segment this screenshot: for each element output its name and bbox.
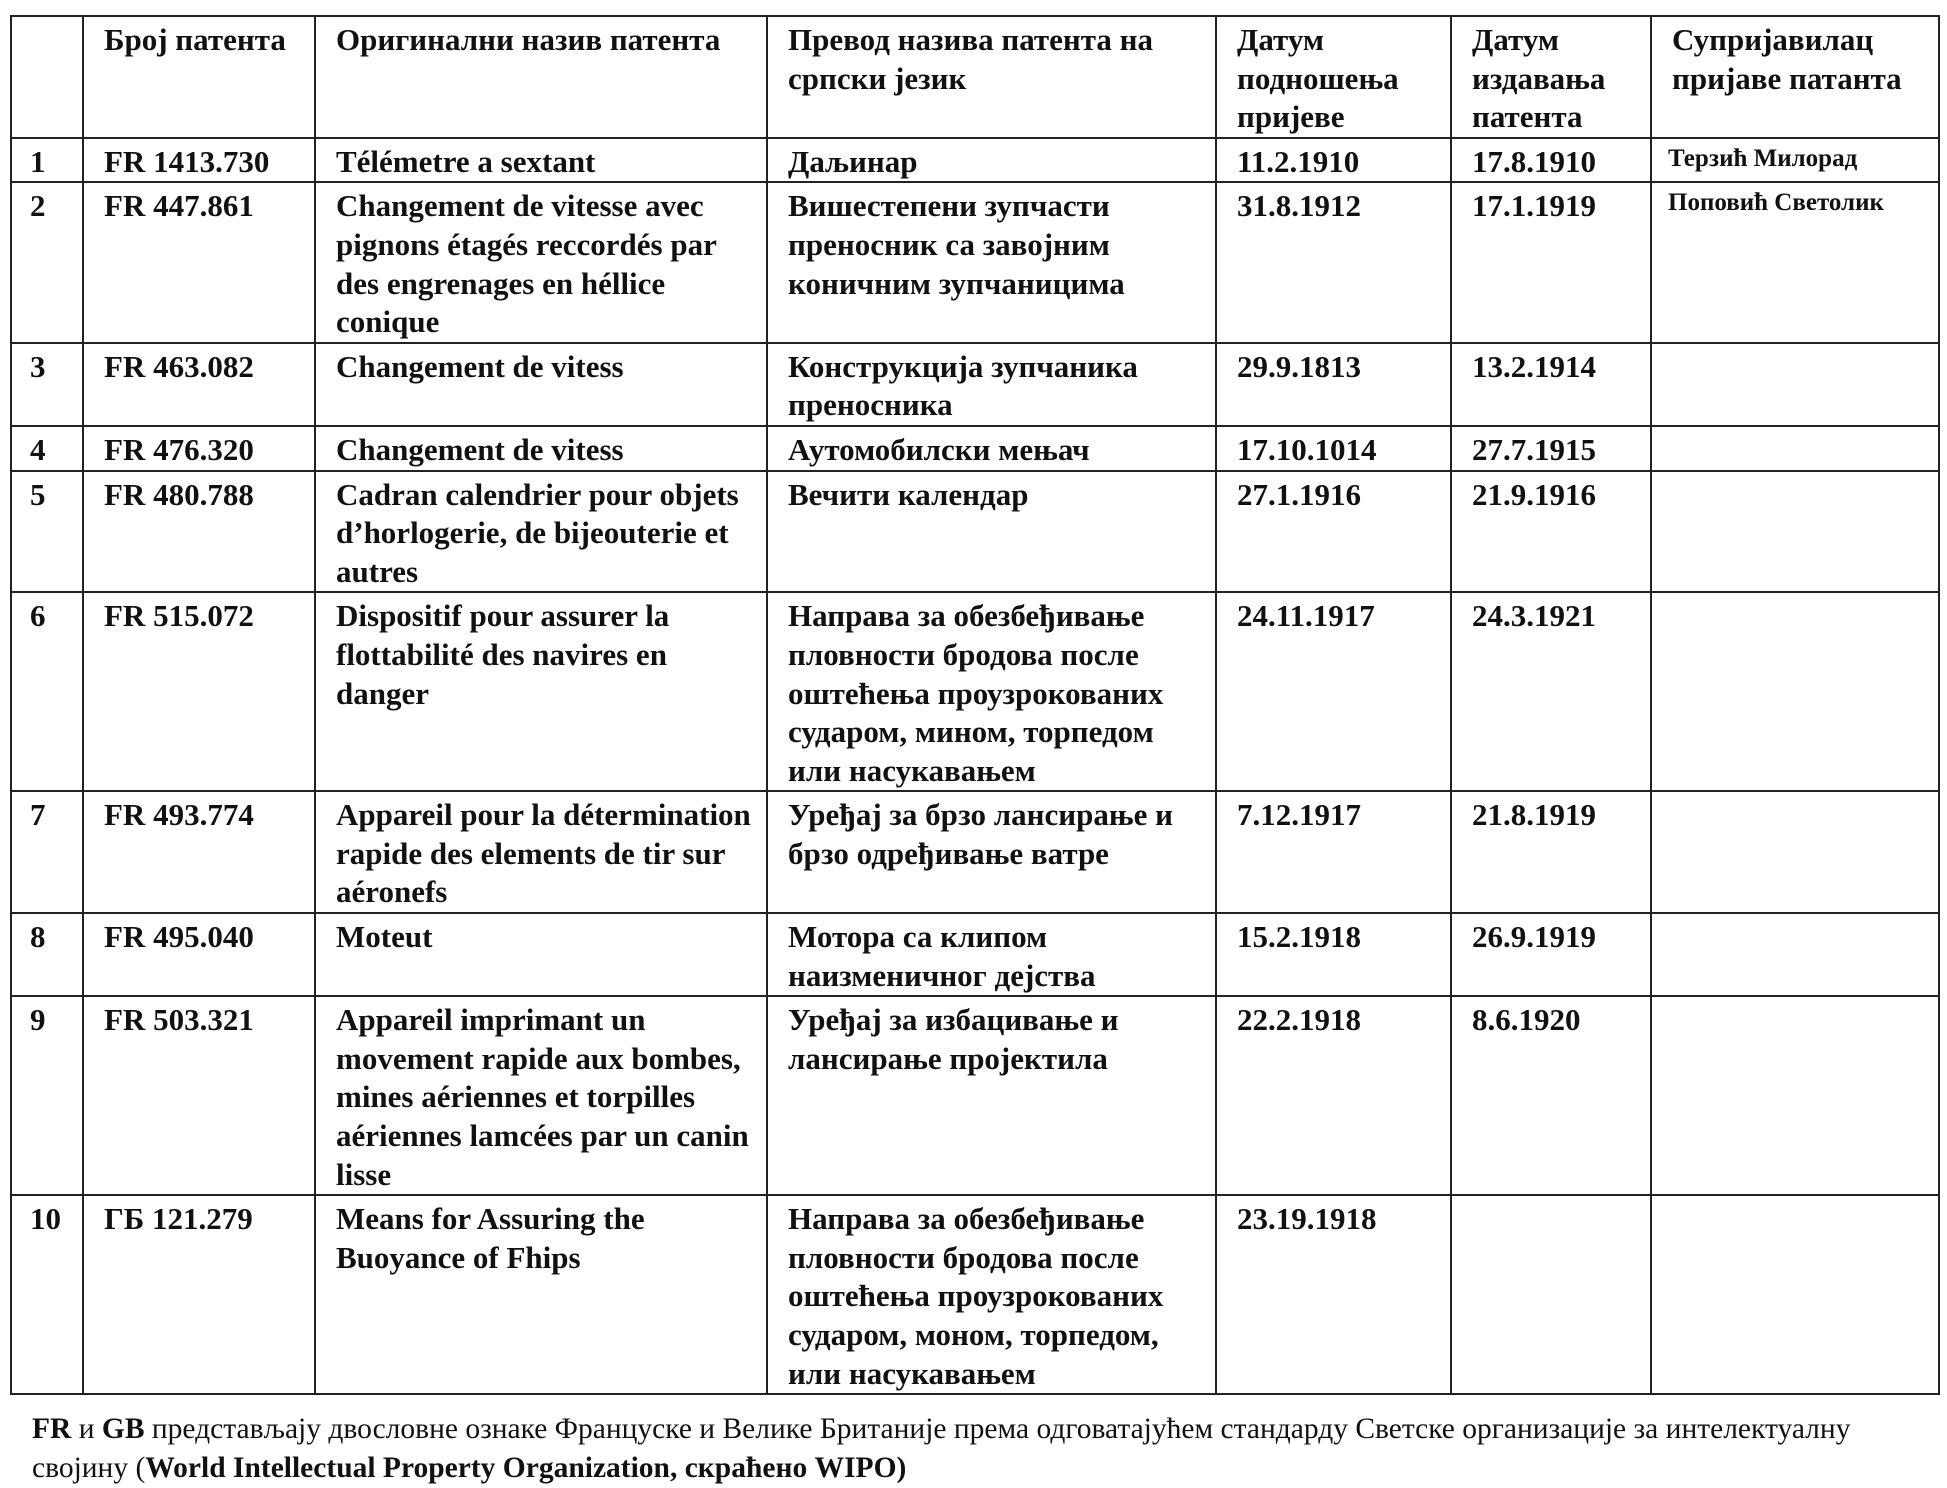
patents-table	[10, 15, 1940, 1395]
issue-date: 8.6.1920	[1451, 996, 1651, 1195]
filing-date: 27.1.1916	[1216, 471, 1451, 593]
header-issue-date: Датум издавања патента	[1451, 16, 1651, 138]
co-applicant: Терзић Милорад	[1651, 138, 1939, 183]
patent-number: FR 476.320	[83, 426, 315, 471]
row-number: 7	[11, 791, 83, 913]
footnote-organization: World Intellectual Property Organization, скраћено WIPO)	[145, 1451, 907, 1484]
issue-date	[1451, 1195, 1651, 1394]
filing-date: 31.8.1912	[1216, 182, 1451, 342]
patent-number: FR 515.072	[83, 592, 315, 791]
footnote-gb-code: GB	[101, 1412, 145, 1445]
table-row	[11, 426, 1939, 471]
translation: Вечити календар	[767, 471, 1216, 593]
header-row	[11, 16, 1939, 138]
co-applicant	[1651, 913, 1939, 996]
filing-date: 11.2.1910	[1216, 138, 1451, 183]
issue-date: 17.8.1910	[1451, 138, 1651, 183]
filing-date: 15.2.1918	[1216, 913, 1451, 996]
co-applicant	[1651, 471, 1939, 593]
header-patent-number: Број патента	[83, 16, 315, 138]
patent-number: FR 480.788	[83, 471, 315, 593]
footnote-text: представљају двословне ознаке Француске и Велике Британије према одговатајућем стандарду Светске организације за интелектуалну својину (	[32, 1412, 1851, 1484]
row-number: 6	[11, 592, 83, 791]
original-title: Cadran calendrier pour objets d’horlogerie, de bijeouterie et autres	[315, 471, 767, 593]
table-row	[11, 182, 1939, 342]
issue-date: 21.9.1916	[1451, 471, 1651, 593]
original-title: Dispositif pour assurer la flottabilité des navires en danger	[315, 592, 767, 791]
table-row	[11, 1195, 1939, 1394]
issue-date: 27.7.1915	[1451, 426, 1651, 471]
original-title: Appareil pour la détermination rapide des elements de tir sur aéronefs	[315, 791, 767, 913]
co-applicant: Поповић Светолик	[1651, 182, 1939, 342]
co-applicant	[1651, 426, 1939, 471]
translation: Вишестепени зупчасти преносник са завојним коничним зупчаницима	[767, 182, 1216, 342]
patent-number: FR 493.774	[83, 791, 315, 913]
table-row	[11, 343, 1939, 426]
row-number: 2	[11, 182, 83, 342]
filing-date: 17.10.1014	[1216, 426, 1451, 471]
translation: Аутомобилски мењач	[767, 426, 1216, 471]
header-filing-date: Датум подношења пријеве	[1216, 16, 1451, 138]
filing-date: 29.9.1813	[1216, 343, 1451, 426]
patent-number: FR 447.861	[83, 182, 315, 342]
issue-date: 24.3.1921	[1451, 592, 1651, 791]
translation: Направа за обезбеђивање пловности бродова после оштећења проузрокованих сударом, моном, торпедом, или насукавањем	[767, 1195, 1216, 1394]
table-row	[11, 138, 1939, 183]
filing-date: 23.19.1918	[1216, 1195, 1451, 1394]
original-title: Télémetre a sextant	[315, 138, 767, 183]
co-applicant	[1651, 996, 1939, 1195]
co-applicant	[1651, 343, 1939, 426]
header-co-applicant: Супријавилац пријаве патанта	[1651, 16, 1939, 138]
filing-date: 24.11.1917	[1216, 592, 1451, 791]
table-row	[11, 791, 1939, 913]
original-title: Changement de vitess	[315, 426, 767, 471]
row-number: 10	[11, 1195, 83, 1394]
patent-number: FR 495.040	[83, 913, 315, 996]
original-title: Changement de vitesse avec pignons étagés reccordés par des engrenages en héllice conique	[315, 182, 767, 342]
footnote	[32, 1410, 1912, 1488]
row-number: 5	[11, 471, 83, 593]
footnote-fr-code: FR	[32, 1412, 72, 1445]
translation: Мотора са клипом наизменичног дејства	[767, 913, 1216, 996]
table-row	[11, 996, 1939, 1195]
row-number: 1	[11, 138, 83, 183]
row-number: 8	[11, 913, 83, 996]
header-index	[11, 16, 83, 138]
footnote-and: и	[71, 1412, 102, 1445]
header-translation: Превод назива патента на српски језик	[767, 16, 1216, 138]
original-title: Moteut	[315, 913, 767, 996]
translation: Направа за обезбеђивање пловности бродова после оштећења проузрокованих сударом, мином, торпедом или насукавањем	[767, 592, 1216, 791]
table-row	[11, 913, 1939, 996]
filing-date: 22.2.1918	[1216, 996, 1451, 1195]
patent-number: FR 463.082	[83, 343, 315, 426]
issue-date: 21.8.1919	[1451, 791, 1651, 913]
co-applicant	[1651, 1195, 1939, 1394]
co-applicant	[1651, 592, 1939, 791]
row-number: 4	[11, 426, 83, 471]
translation: Конструкција зупчаника преносника	[767, 343, 1216, 426]
issue-date: 26.9.1919	[1451, 913, 1651, 996]
translation: Даљинар	[767, 138, 1216, 183]
issue-date: 17.1.1919	[1451, 182, 1651, 342]
filing-date: 7.12.1917	[1216, 791, 1451, 913]
issue-date: 13.2.1914	[1451, 343, 1651, 426]
original-title: Appareil imprimant un movement rapide aux bombes, mines aériennes et torpilles aériennes lamcées par un canin lisse	[315, 996, 767, 1195]
original-title: Means for Assuring the Buoyance of Fhips	[315, 1195, 767, 1394]
row-number: 3	[11, 343, 83, 426]
patent-number: FR 1413.730	[83, 138, 315, 183]
row-number: 9	[11, 996, 83, 1195]
patent-number: ГБ 121.279	[83, 1195, 315, 1394]
table-row	[11, 471, 1939, 593]
table-row	[11, 592, 1939, 791]
header-original-title: Оригинални назив патента	[315, 16, 767, 138]
translation: Уређај за избацивање и лансирање пројектила	[767, 996, 1216, 1195]
original-title: Changement de vitess	[315, 343, 767, 426]
translation: Уређај за брзо лансирање и брзо одређивање ватре	[767, 791, 1216, 913]
patent-number: FR 503.321	[83, 996, 315, 1195]
co-applicant	[1651, 791, 1939, 913]
